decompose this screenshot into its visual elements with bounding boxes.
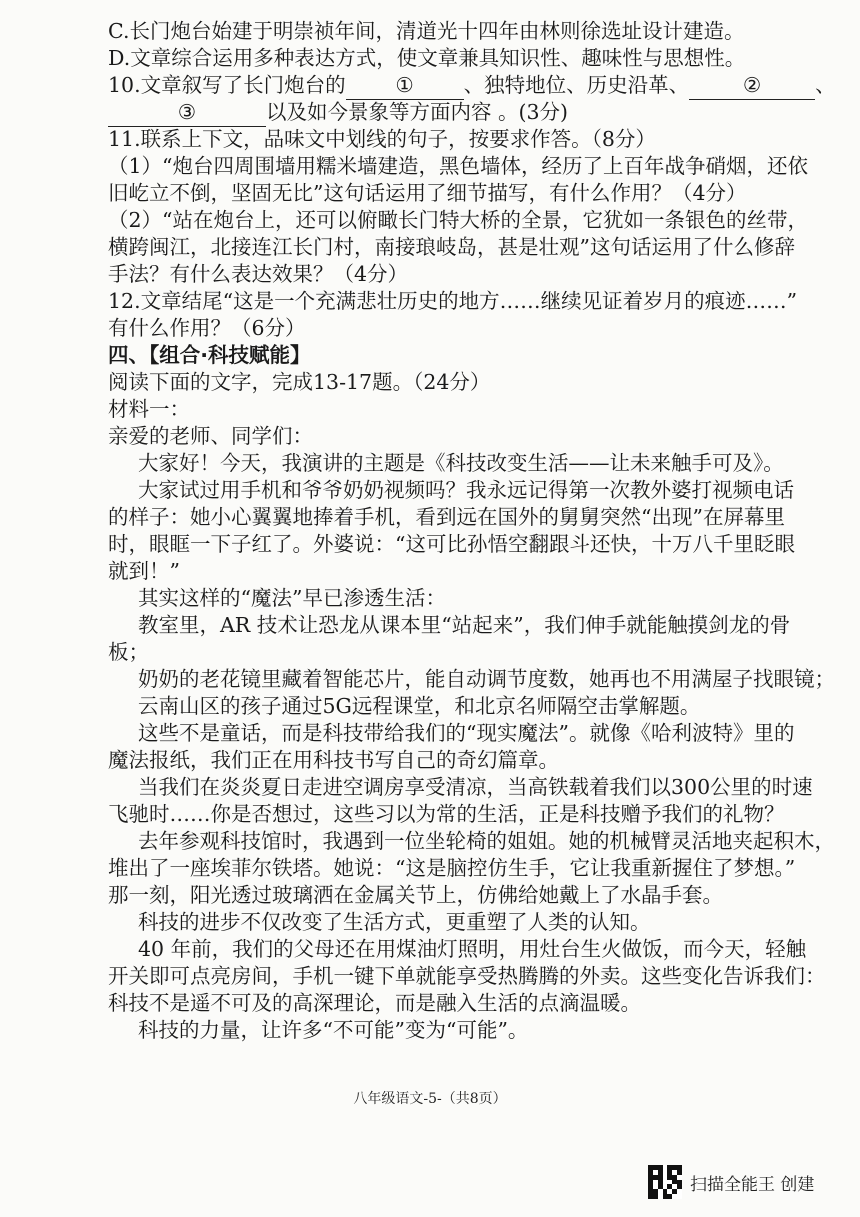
- question-11-title: 11.联系上下文，品味文中划线的句子，按要求作答。（8分）: [108, 127, 656, 151]
- speech-line: 科技的力量，让许多“不可能”变为“可能”。: [138, 1018, 529, 1042]
- speech-line: 这些不是童话，而是科技带给我们的“现实魔法”。就像《哈利波特》里的: [138, 721, 795, 745]
- speech-line: 40 年前，我们的父母还在用煤油灯照明，用灶台生火做饭，而今天，轻触: [138, 937, 807, 961]
- q10-blank-2: ②: [689, 72, 815, 100]
- speech-line: 堆出了一座埃菲尔铁塔。她说：“这是脑控仿生手，它让我重新握住了梦想。”: [108, 856, 796, 880]
- watermark-text: 扫描全能王 创建: [690, 1174, 815, 1195]
- speech-line: 奶奶的老花镜里藏着智能芯片，能自动调节度数，她再也不用满屋子找眼镜；: [138, 667, 835, 691]
- question-11-2-line2: 横跨闽江，北接连江长门村，南接琅岐岛，甚是壮观”这句话运用了什么修辞: [108, 235, 795, 259]
- speech-line: 大家试过用手机和爷爷奶奶视频吗？我永远记得第一次教外婆打视频电话: [138, 478, 794, 502]
- page-content: [0, 18, 860, 1044]
- q10-blank-3: ③: [108, 99, 266, 127]
- option-d: D.文章综合运用多种表达方式，使文章兼具知识性、趣味性与思想性。: [108, 46, 746, 70]
- qr-code-icon: [648, 1165, 682, 1199]
- speech-line: 科技不是遥不可及的高深理论，而是融入生活的点滴温暖。: [108, 991, 641, 1015]
- option-c: C.长门炮台始建于明崇祯年间，清道光十四年由林则徐选址设计建造。: [108, 19, 745, 43]
- speech-line: 教室里，AR 技术让恐龙从课本里“站起来”，我们伸手就能触摸剑龙的骨: [138, 613, 791, 637]
- speech-line: 亲爱的老师、同学们：: [108, 424, 313, 448]
- question-11-2-line3: 手法？有什么表达效果？（4分）: [108, 262, 409, 286]
- speech-line: 云南山区的孩子通过5G远程课堂，和北京名师隔空击掌解题。: [138, 694, 701, 718]
- question-11-2-line1: （2）“站在炮台上，还可以俯瞰长门特大桥的全景，它犹如一条银色的丝带，: [108, 208, 809, 232]
- q10-sep: 、: [815, 73, 836, 97]
- question-11-1-line1: （1）“炮台四周围墙用糯米墙建造，黑色墙体，经历了上百年战争硝烟，还依: [108, 154, 809, 178]
- question-12-line1: 12.文章结尾“这是一个充满悲壮历史的地方……继续见证着岁月的痕迹……”: [108, 289, 798, 313]
- speech-line: 时，眼眶一下子红了。外婆说：“这可比孙悟空翻跟斗还快，十万八千里眨眼: [108, 532, 795, 556]
- question-12-line2: 有什么作用？（6分）: [108, 316, 306, 340]
- q10-blank-1: ①: [346, 72, 464, 100]
- question-10: [108, 72, 860, 99]
- scanner-watermark: [648, 1165, 814, 1199]
- speech-line: 大家好！今天，我演讲的主题是《科技改变生活——让未来触手可及》。: [138, 451, 784, 475]
- speech-line: 就到！”: [108, 559, 180, 583]
- question-10-cont: [108, 99, 860, 126]
- speech-line: 板；: [108, 640, 149, 664]
- section-4-heading: 四、【组合·科技赋能】: [108, 343, 311, 367]
- section-4-instructions: 阅读下面的文字，完成13-17题。（24分）: [108, 370, 491, 394]
- q10-mid: 、独特地位、历史沿革、: [463, 73, 690, 97]
- speech-line: 的样子：她小心翼翼地捧着手机，看到远在国外的舅舅突然“出现”在屏幕里: [108, 505, 785, 529]
- material-one-label: 材料一：: [108, 397, 190, 421]
- q10-suffix: 以及如今景象等方面内容 。(3分): [266, 100, 569, 124]
- page-footer: 八年级语文-5-（共8页）: [353, 1091, 507, 1107]
- speech-line: 开关即可点亮房间，手机一键下单就能享受热腾腾的外卖。这些变化告诉我们：: [108, 964, 826, 988]
- speech-line: 飞驰时……你是否想过，这些习以为常的生活，正是科技赠予我们的礼物？: [108, 802, 785, 826]
- speech-line: 那一刻，阳光透过玻璃洒在金属关节上，仿佛给她戴上了水晶手套。: [108, 883, 723, 907]
- speech-line: 其实这样的“魔法”早已渗透生活：: [138, 586, 446, 610]
- speech-line: 当我们在炎炎夏日走进空调房享受清凉，当高铁载着我们以300公里的时速: [138, 775, 813, 799]
- speech-text: [0, 423, 860, 1044]
- q10-prefix: 10.文章叙写了长门炮台的: [108, 73, 346, 97]
- speech-line: 魔法报纸，我们正在用科技书写自己的奇幻篇章。: [108, 748, 559, 772]
- question-11-1-line2: 旧屹立不倒，坚固无比”这句话运用了细节描写，有什么作用？（4分）: [108, 181, 747, 205]
- speech-line: 科技的进步不仅改变了生活方式，更重塑了人类的认知。: [138, 910, 651, 934]
- speech-line: 去年参观科技馆时，我遇到一位坐轮椅的姐姐。她的机械臂灵活地夹起积木，: [138, 829, 835, 853]
